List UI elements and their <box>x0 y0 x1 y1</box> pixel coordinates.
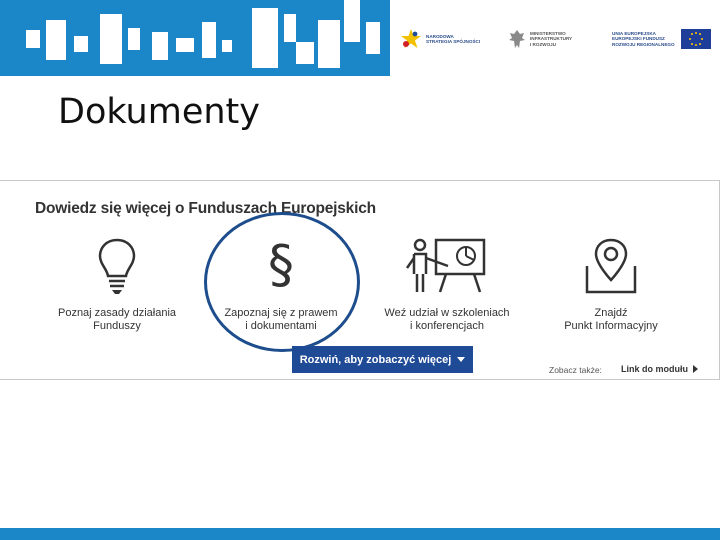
tile-label-law-documents: Zapoznaj się z prawem i dokumentami <box>224 307 338 332</box>
map-pin-icon <box>583 236 639 294</box>
panel-heading: Dowiedz się więcej o Funduszach Europejskich <box>35 200 376 217</box>
eagle-emblem-icon <box>508 28 526 50</box>
partner-nss <box>400 24 480 54</box>
partner-eu <box>612 24 711 54</box>
tile-info-point[interactable] <box>526 236 696 294</box>
see-also-label: Zobacz także: <box>549 365 602 375</box>
tile-label-info-point: Znajdź Punkt Informacyjny <box>564 307 658 332</box>
bottom-stripe <box>0 528 720 540</box>
presentation-icon <box>404 236 490 294</box>
eu-flag-icon <box>681 29 711 49</box>
module-link[interactable] <box>621 364 698 374</box>
partner-label: UNIA EUROPEJSKA EUROPEJSKI FUNDUSZ ROZWOJU REGIONALNEGO <box>612 30 675 47</box>
partner-label: MINISTERSTWO INFRASTRUKTURY I ROZWOJU <box>530 30 573 47</box>
paragraph-icon: § <box>268 235 294 295</box>
top-banner <box>0 0 720 76</box>
tile-trainings[interactable] <box>362 236 532 294</box>
tile-funds-rules[interactable] <box>32 236 202 296</box>
decorative-logo-blocks <box>0 0 390 76</box>
expand-label: Rozwiń, aby zobaczyć więcej <box>299 353 452 366</box>
tile-label-funds-rules: Poznaj zasady działania Funduszy <box>57 307 177 332</box>
partner-logos <box>390 0 720 76</box>
partner-ministry <box>508 24 572 54</box>
expand-more-button[interactable] <box>292 346 473 373</box>
highlight-circle <box>204 212 360 352</box>
module-link-label: Link do modułu <box>621 364 688 374</box>
star-emblem-icon <box>400 28 422 50</box>
lightbulb-icon <box>95 236 139 296</box>
caret-down-icon <box>457 357 465 362</box>
slide-title: Dokumenty <box>58 92 260 132</box>
tile-label-trainings: Weź udział w szkoleniach i konferencjach <box>384 307 510 332</box>
partner-label: NARODOWA STRATEGIA SPÓJNOŚCI <box>426 33 481 44</box>
play-arrow-icon <box>693 365 698 373</box>
